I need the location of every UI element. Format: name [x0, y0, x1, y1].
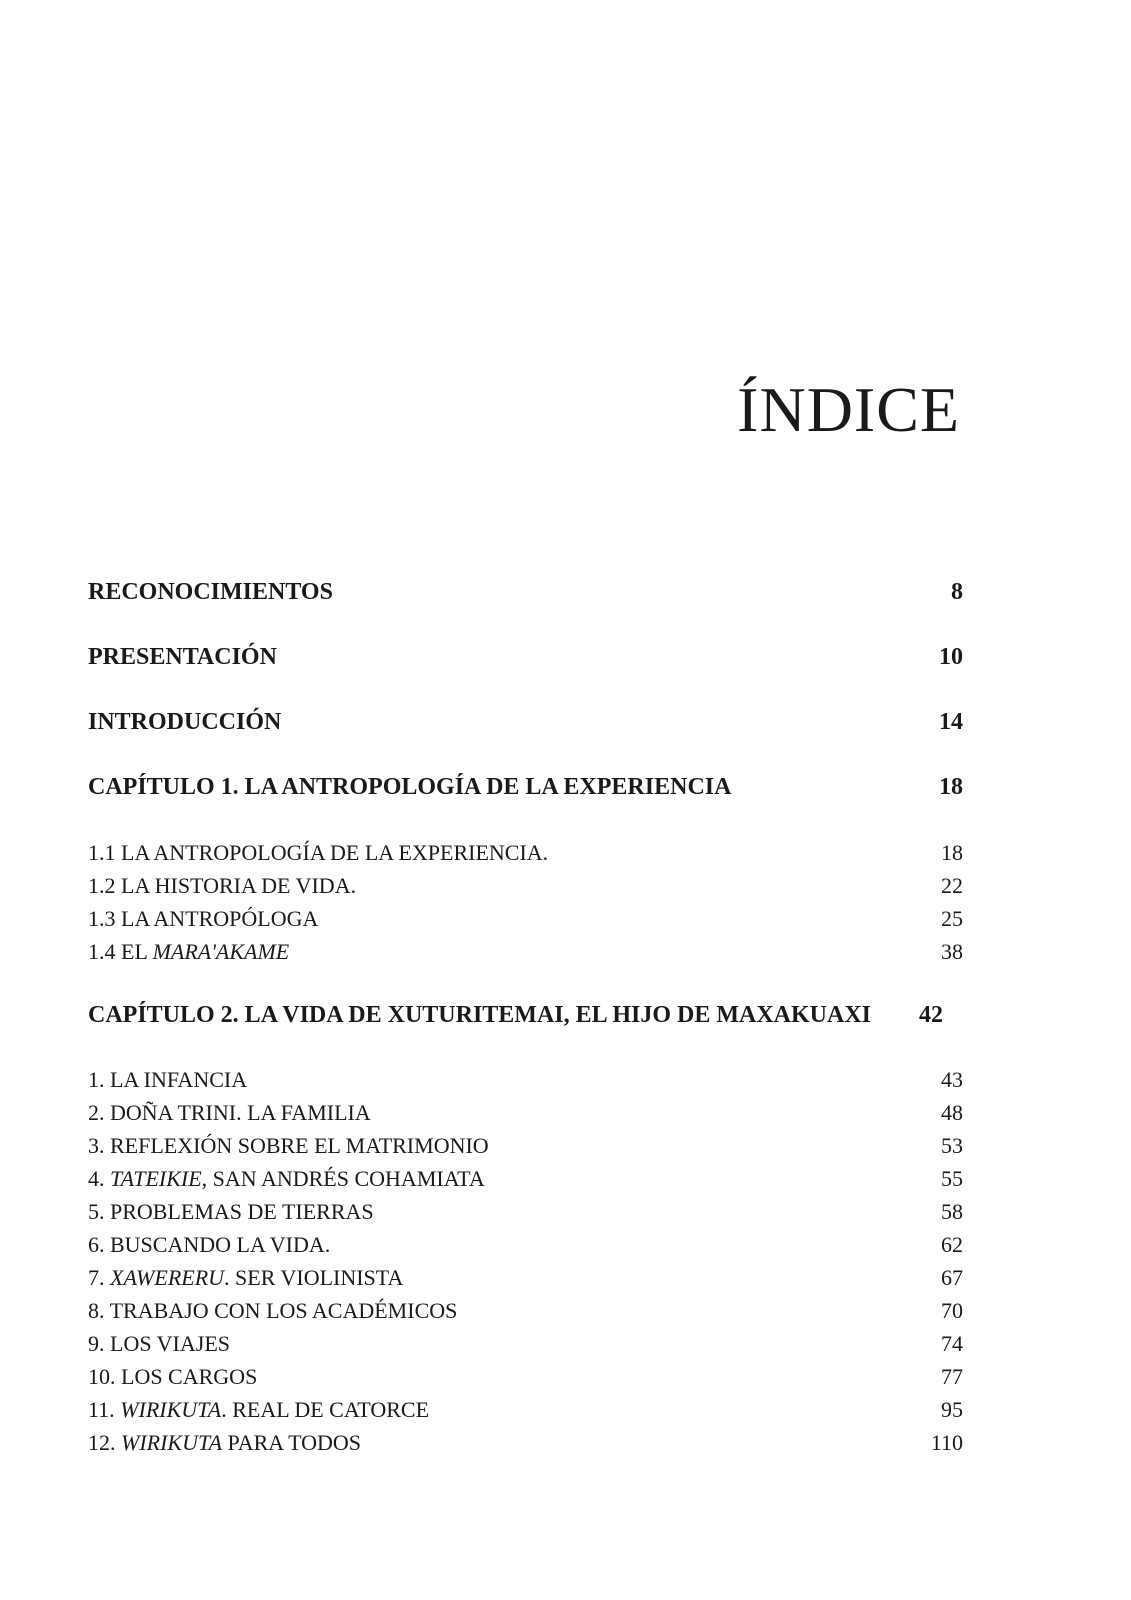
label-suffix: . REAL DE CATORCE [221, 1397, 430, 1422]
toc-subentry-label [88, 1162, 485, 1195]
toc-chapter2-list [88, 1063, 963, 1459]
label-prefix: 10. LOS CARGOS [88, 1364, 258, 1389]
label-italic: MARA'AKAME [152, 939, 290, 964]
toc-entry-label: RECONOCIMIENTOS [88, 579, 333, 605]
toc-subentry[interactable] [88, 1261, 963, 1294]
toc-entry-page: 18 [939, 774, 963, 800]
toc-entry-presentacion[interactable] [88, 640, 963, 674]
toc-entry-capitulo-2[interactable] [88, 998, 943, 1032]
toc-subentry-page: 74 [941, 1331, 963, 1356]
toc-subentry-page: 62 [941, 1232, 963, 1257]
toc-subentry[interactable] [88, 1063, 963, 1096]
toc-entry-label: CAPÍTULO 2. LA VIDA DE XUTURITEMAI, EL HIJO DE MAXAKUAXI [88, 1002, 871, 1028]
toc-subentry-page: 58 [941, 1199, 963, 1224]
toc-subentry[interactable] [88, 1294, 963, 1327]
label-prefix: 3. REFLEXIÓN SOBRE EL MATRIMONIO [88, 1133, 489, 1158]
toc-subentry[interactable] [88, 1393, 963, 1426]
toc-subentry-label [88, 1129, 489, 1162]
toc-entry-page: 42 [919, 1002, 943, 1028]
label-prefix: 4. [88, 1166, 110, 1191]
toc-subentry-page: 22 [941, 873, 963, 898]
toc-subentry[interactable] [88, 836, 963, 869]
toc-entry-introduccion[interactable] [88, 705, 963, 739]
toc-subentry-label [88, 1360, 257, 1393]
label-suffix: PARA TODOS [222, 1430, 362, 1455]
toc-subentry-page: 25 [941, 906, 963, 931]
toc-subentry-label: 1.2 LA HISTORIA DE VIDA. [88, 873, 357, 898]
toc-subentry-page: 67 [941, 1265, 963, 1290]
toc-subentry[interactable] [88, 1195, 963, 1228]
toc-subentry[interactable] [88, 902, 963, 935]
toc-block [88, 705, 963, 739]
label-prefix: 8. TRABAJO CON LOS ACADÉMICOS [88, 1298, 458, 1323]
toc-subentry-page: 95 [941, 1397, 963, 1422]
toc-subentry-label: 1.1 LA ANTROPOLOGÍA DE LA EXPERIENCIA. [88, 840, 549, 865]
label-prefix: 11. [88, 1397, 121, 1422]
label-prefix: 12. [88, 1430, 121, 1455]
toc-subentry-label [88, 1426, 361, 1459]
toc-subentry-page: 77 [941, 1364, 963, 1389]
label-prefix: 2. DOÑA TRINI. LA FAMILIA [88, 1100, 371, 1125]
toc-subentry-label [88, 1195, 374, 1228]
toc-entry-reconocimientos[interactable] [88, 575, 963, 609]
toc-subentry-page: 38 [941, 939, 963, 964]
toc-subentry[interactable] [88, 1162, 963, 1195]
label-prefix: 1.4 EL [88, 939, 153, 964]
toc-entry-page: 14 [939, 709, 963, 735]
toc-entry-page: 8 [951, 579, 963, 605]
label-prefix: 6. BUSCANDO LA VIDA. [88, 1232, 331, 1257]
toc-subentry-page: 70 [941, 1298, 963, 1323]
toc-subentry[interactable] [88, 1360, 963, 1393]
toc-block [88, 640, 963, 674]
label-italic: WIRIKUTA [120, 1397, 222, 1422]
page-title: ÍNDICE [737, 374, 960, 445]
toc-subentry-label [88, 1294, 457, 1327]
toc-block [88, 770, 963, 804]
toc-subentry-label [88, 1261, 403, 1294]
toc-subentry[interactable] [88, 1129, 963, 1162]
toc-subentry-page: 53 [941, 1133, 963, 1158]
toc-subentry-page: 110 [930, 1430, 963, 1455]
toc-subentry-page: 18 [941, 840, 963, 865]
toc-entry-capitulo-1[interactable] [88, 770, 963, 804]
toc-front-matter [88, 575, 963, 609]
label-italic: WIRIKUTA [121, 1430, 223, 1455]
toc-subentry-page: 48 [941, 1100, 963, 1125]
toc-subentry[interactable] [88, 935, 963, 968]
toc-entry-label: INTRODUCCIÓN [88, 709, 282, 735]
toc-subentry[interactable] [88, 1096, 963, 1129]
toc-subentry[interactable] [88, 1228, 963, 1261]
toc-subentry-page: 55 [941, 1166, 963, 1191]
label-prefix: 7. [88, 1265, 110, 1290]
label-prefix: 9. LOS VIAJES [88, 1331, 231, 1356]
toc-subentry-page: 43 [941, 1067, 963, 1092]
label-suffix: , SAN ANDRÉS COHAMIATA [201, 1166, 485, 1191]
toc-subentry-label [88, 1327, 230, 1360]
toc-subentry-label [88, 1096, 371, 1129]
toc-subentry-label: 1.3 LA ANTROPÓLOGA [88, 906, 319, 931]
label-prefix: 1. LA INFANCIA [88, 1067, 248, 1092]
label-suffix: . SER VIOLINISTA [224, 1265, 404, 1290]
toc-entry-label: PRESENTACIÓN [88, 644, 277, 670]
label-italic: XAWERERU [110, 1265, 225, 1290]
toc-subentry-label [88, 1063, 247, 1096]
toc-subentry[interactable] [88, 1426, 963, 1459]
toc-entry-label: CAPÍTULO 1. LA ANTROPOLOGÍA DE LA EXPERIENCIA [88, 774, 732, 800]
label-italic: TATEIKIE [110, 1166, 202, 1191]
toc-subentry-label [88, 935, 289, 968]
label-prefix: 5. PROBLEMAS DE TIERRAS [88, 1199, 374, 1224]
toc-chapter1-list [88, 836, 963, 968]
toc-block [88, 998, 943, 1032]
toc-entry-page: 10 [939, 644, 963, 670]
toc-subentry[interactable] [88, 1327, 963, 1360]
toc-subentry[interactable] [88, 869, 963, 902]
toc-subentry-label [88, 1228, 330, 1261]
toc-subentry-label [88, 1393, 429, 1426]
